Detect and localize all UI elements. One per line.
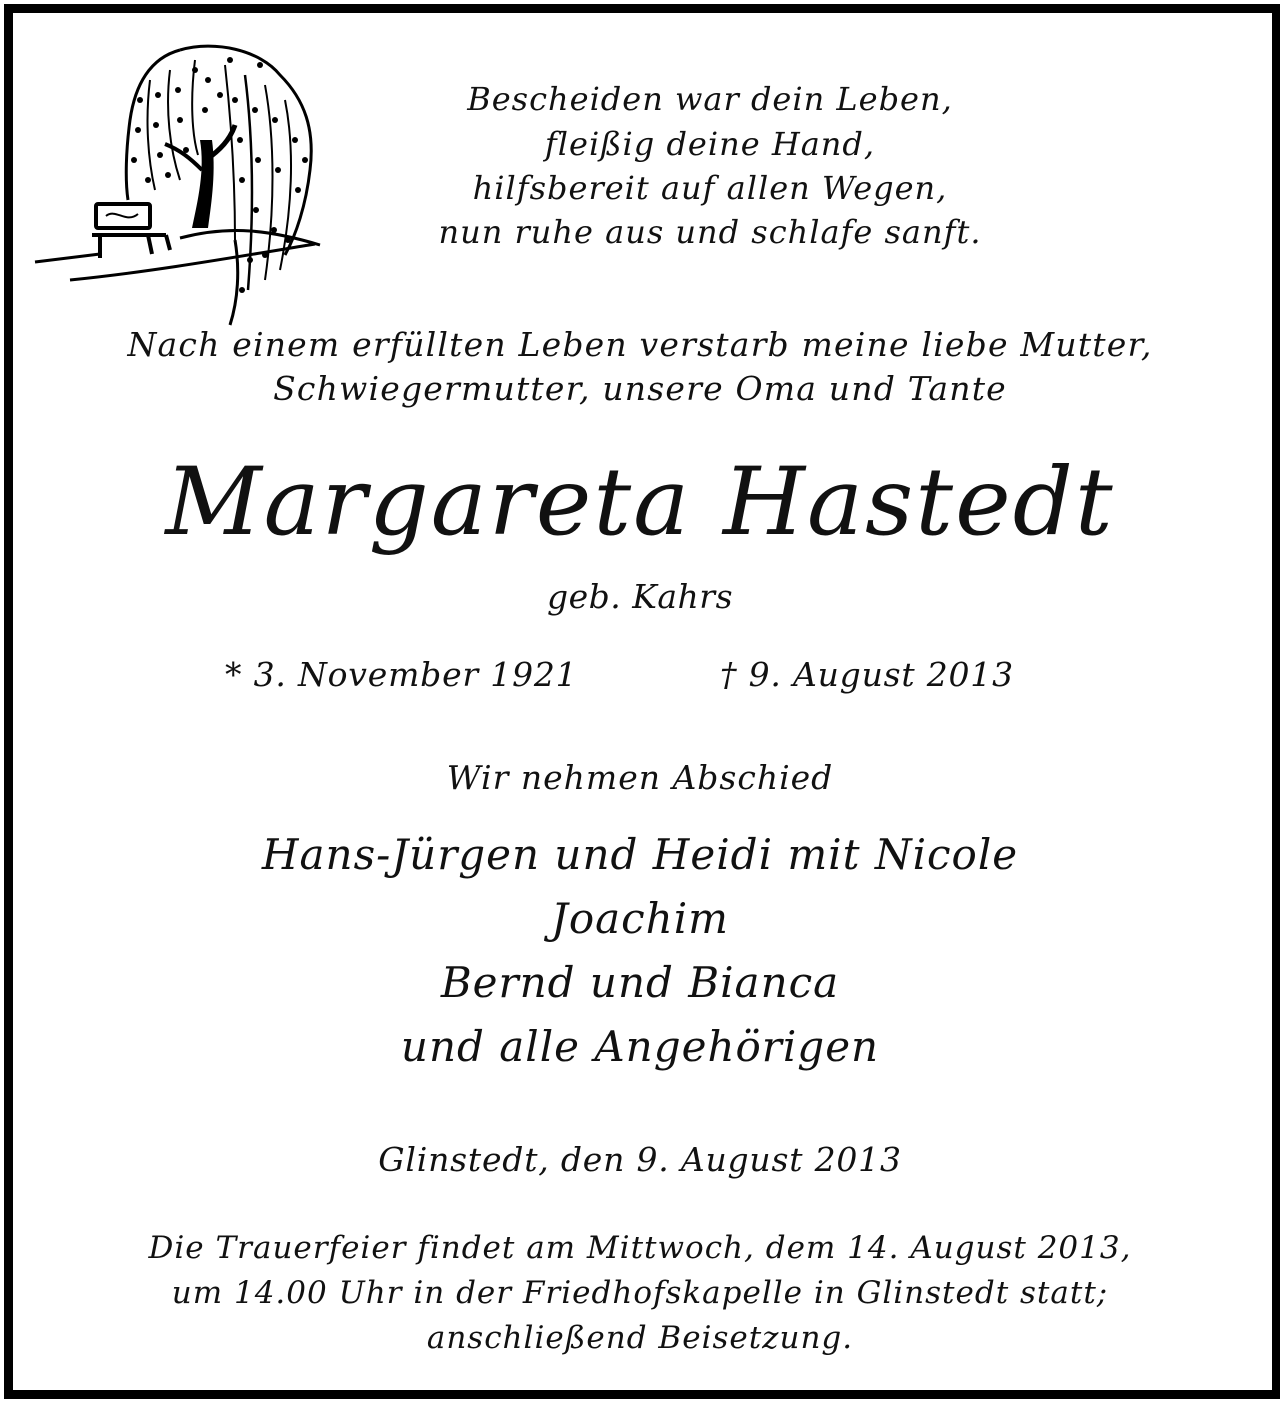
poem-line: Bescheiden war dein Leben, [467,80,953,118]
family-line: Joachim [551,894,729,943]
poem-line: nun ruhe aus und schlafe sanft. [438,213,982,251]
family-line: Bernd und Bianca [440,958,840,1007]
family-line: Hans-Jürgen und Heidi mit Nicole [261,830,1019,879]
birth-date: * 3. November 1921 [225,655,578,694]
intro-line: Schwiegermutter, unsere Oma und Tante [273,369,1007,408]
place-date: Glinstedt, den 9. August 2013 [378,1140,902,1179]
poem-line: fleißig deine Hand, [544,125,876,163]
intro-line: Nach einem erfüllten Leben verstarb meine liebe Mutter, [127,325,1153,364]
deceased-name: Margareta Hastedt [165,448,1115,557]
family-line: und alle Angehörigen [400,1022,880,1071]
weeping-willow-with-bench-icon [30,40,330,330]
born-name: geb. Kahrs [546,577,734,616]
death-date: † 9. August 2013 [720,655,1014,694]
service-line: um 14.00 Uhr in der Friedhofskapelle in Glinstedt statt; [171,1275,1109,1311]
service-line: anschließend Beisetzung. [426,1320,854,1356]
poem-line: hilfsbereit auf allen Wegen, [472,169,948,207]
service-line: Die Trauerfeier findet am Mittwoch, dem 14. August 2013, [148,1230,1132,1266]
farewell-text: Wir nehmen Abschied [446,758,834,797]
